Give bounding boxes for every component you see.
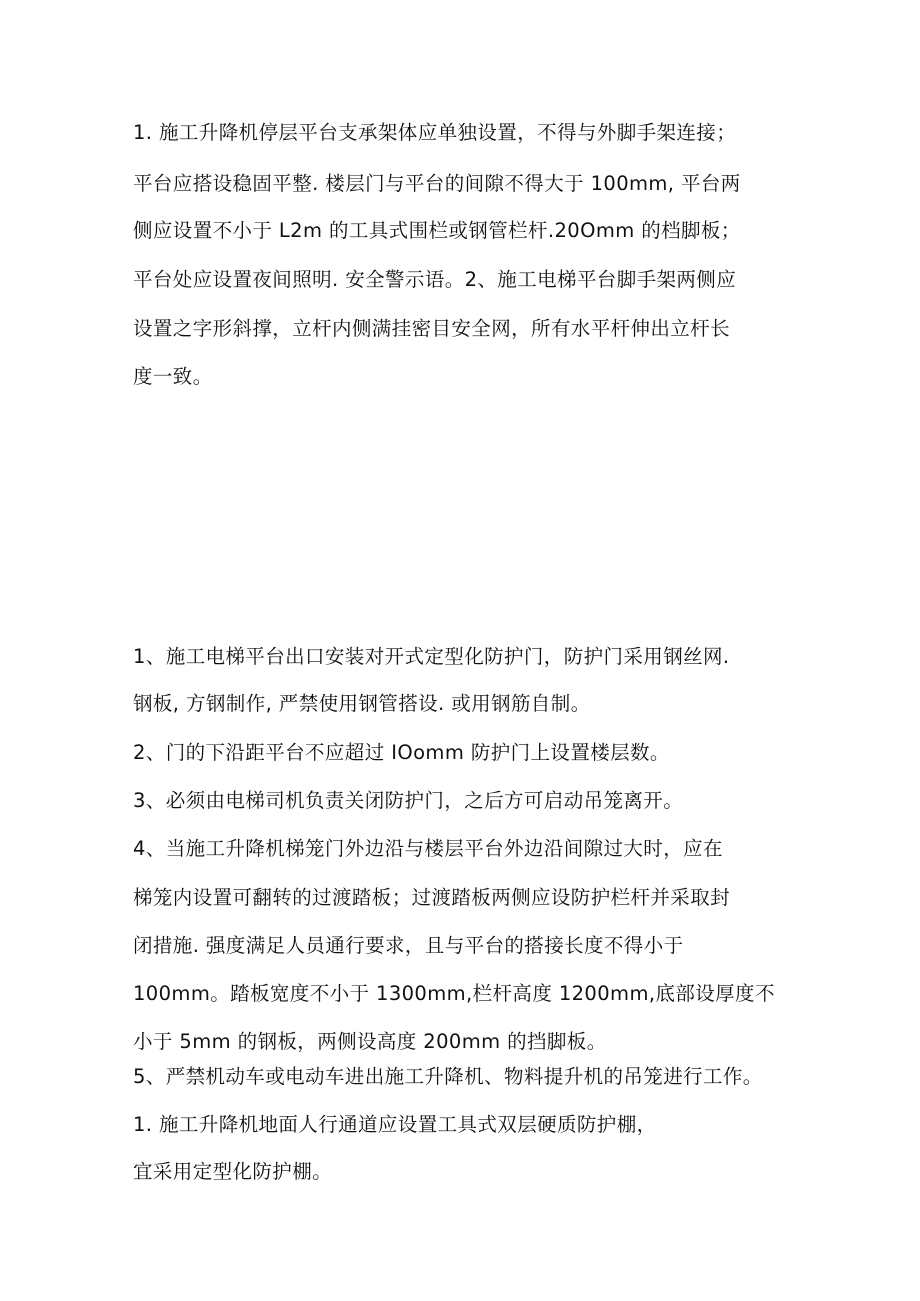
- text-line: 3、必须由电梯司机负责关闭防护门，之后方可启动吊笼离开。: [133, 789, 684, 812]
- text-line: 100mm。踏板宽度不小于 1300mm,栏杆高度 1200mm,底部设厚度不: [133, 982, 775, 1005]
- text-line: 1. 施工升降机停层平台支承架体应单独设置，不得与外脚手架连接；: [133, 121, 737, 144]
- text-line: 设置之字形斜撑，立杆内侧满挂密目安全网，所有水平杆伸出立杆长: [133, 317, 731, 340]
- text-line: 度一致。: [133, 365, 213, 388]
- text-line: 宜采用定型化防护棚。: [133, 1160, 333, 1183]
- text-line: 4、当施工升降机梯笼门外边沿与楼层平台外边沿间隙过大时，应在: [133, 837, 723, 860]
- text-line: 5、严禁机动车或电动车进出施工升降机、物料提升机的吊笼进行工作。: [133, 1065, 763, 1088]
- text-line: 闭措施. 强度满足人员通行要求，且与平台的搭接长度不得小于: [133, 934, 684, 957]
- text-line: 1. 施工升降机地面人行通道应设置工具式双层硬质防护棚，: [133, 1113, 657, 1136]
- text-line: 平台处应设置夜间照明. 安全警示语。2、施工电梯平台脚手架两侧应: [133, 268, 737, 291]
- text-line: 2、门的下沿距平台不应超过 IOomm 防护门上设置楼层数。: [133, 741, 670, 764]
- text-line: 梯笼内设置可翻转的过渡踏板；过渡踏板两侧应设防护栏杆并采取封: [133, 886, 731, 909]
- text-line: 平台应搭设稳固平整. 楼层门与平台的间隙不得大于 100mm, 平台两: [133, 172, 741, 195]
- text-line: 1、施工电梯平台出口安装对开式定型化防护门，防护门采用钢丝网.: [133, 645, 730, 668]
- text-line: 小于 5mm 的钢板，两侧设高度 200mm 的挡脚板。: [133, 1030, 607, 1053]
- text-line: 钢板, 方钢制作, 严禁使用钢管搭设. 或用钢筋自制。: [133, 692, 591, 715]
- text-line: 侧应设置不小于 L2m 的工具式围栏或钢管栏杆.20Omm 的档脚板；: [133, 219, 741, 242]
